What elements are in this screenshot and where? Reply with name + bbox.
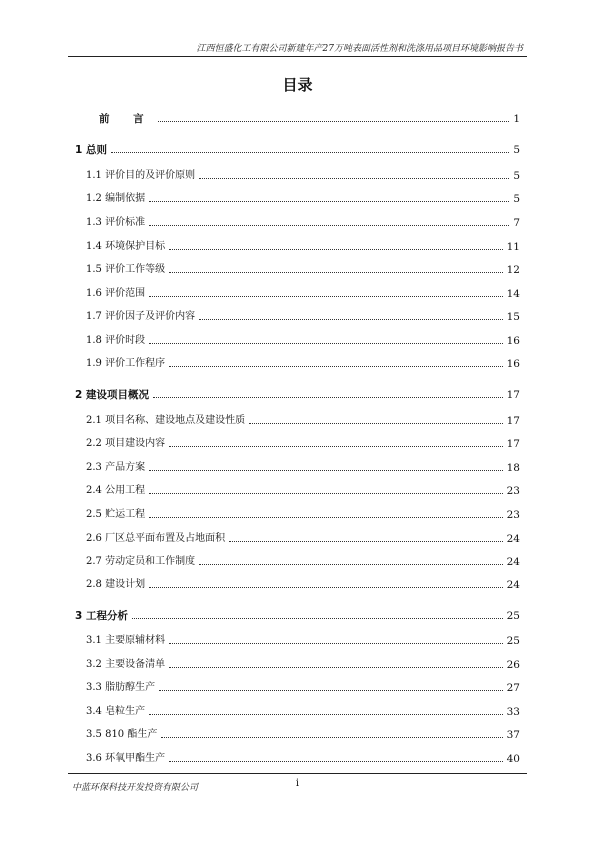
toc-entry-label: 3.3 脂肪醇生产	[86, 682, 156, 693]
toc-dot-leader	[169, 446, 503, 447]
toc-entry[interactable]	[75, 331, 520, 347]
toc-dot-leader	[149, 493, 503, 494]
toc-entry-label: 1.5 评价工作等级	[86, 264, 166, 275]
toc-entry-page: 14	[506, 288, 520, 300]
toc-entry-label: 2.7 劳动定员和工作制度	[86, 556, 196, 567]
toc-entry[interactable]	[75, 237, 520, 253]
toc-entry-label: 2.4 公用工程	[86, 485, 146, 496]
toc-entry-page: 18	[506, 462, 520, 474]
toc-entry[interactable]	[75, 140, 520, 156]
toc-dot-leader	[199, 319, 503, 320]
toc-entry[interactable]	[75, 606, 520, 622]
toc-entry-page: 40	[506, 753, 520, 765]
toc-entry-label: 前 言	[99, 113, 154, 125]
page-footer	[68, 773, 527, 796]
toc-entry[interactable]	[75, 307, 520, 323]
page-title: 目录	[282, 76, 313, 94]
toc-dot-leader	[169, 761, 503, 762]
toc-entry-page: 1	[513, 113, 520, 125]
footer-text: 中蓝环保科技开发投资有限公司	[72, 783, 199, 793]
header-text: 江西恒盛化工有限公司新建年产27万吨表面活性剂和洗涤用品项目环境影响报告书	[196, 44, 523, 54]
toc-entry-label: 1.3 评价标准	[86, 217, 146, 228]
toc-dot-leader	[169, 667, 503, 668]
toc-entry-page: 23	[506, 485, 520, 497]
toc-dot-leader	[249, 423, 503, 424]
toc-dot-leader	[149, 343, 503, 344]
toc-entry[interactable]	[75, 458, 520, 474]
toc-dot-leader	[159, 690, 503, 691]
toc-dot-leader	[161, 737, 502, 738]
toc-dot-leader	[149, 296, 503, 297]
toc-entry-page: 25	[506, 635, 520, 647]
toc-entry-page: 23	[506, 509, 520, 521]
toc-entry-page: 25	[506, 610, 520, 622]
toc-dot-leader	[199, 178, 509, 179]
toc-dot-leader	[149, 714, 503, 715]
toc-entry-label: 1.9 评价工作程序	[86, 358, 166, 369]
toc-entry-page: 17	[506, 438, 520, 450]
toc-entry-label: 3.2 主要设备清单	[86, 659, 166, 670]
toc-entry[interactable]	[75, 109, 520, 125]
toc-entry-label: 2.6 厂区总平面布置及占地面积	[86, 533, 226, 544]
toc-dot-leader	[158, 121, 510, 122]
toc-entry-label: 2.5 贮运工程	[86, 509, 146, 520]
page-number: i	[295, 778, 300, 789]
toc-dot-leader	[169, 249, 503, 250]
toc-entry-page: 24	[506, 579, 520, 591]
toc-entry-label: 1.1 评价目的及评价原则	[86, 170, 196, 181]
toc-dot-leader	[153, 397, 503, 398]
toc-dot-leader	[199, 564, 503, 565]
toc-entry-label: 1.6 评价范围	[86, 288, 146, 299]
toc-entry[interactable]	[75, 678, 520, 694]
toc-entry[interactable]	[75, 411, 520, 427]
toc-entry-label: 3.1 主要原辅材料	[86, 635, 166, 646]
page-header	[68, 36, 527, 57]
toc-entry[interactable]	[75, 725, 520, 741]
toc-entry-page: 33	[506, 706, 520, 718]
toc-entry-label: 1.2 编制依据	[86, 193, 146, 204]
toc-entry-label: 1.7 评价因子及评价内容	[86, 311, 196, 322]
toc-dot-leader	[229, 541, 503, 542]
toc-entry[interactable]	[75, 481, 520, 497]
toc-entry-page: 7	[513, 217, 520, 229]
toc-entry[interactable]	[75, 575, 520, 591]
toc-entry-page: 17	[506, 389, 520, 401]
toc-entry-label: 2.1 项目名称、建设地点及建设性质	[86, 415, 246, 426]
toc-entry-label: 1.8 评价时段	[86, 335, 146, 346]
toc-entry-page: 5	[513, 144, 520, 156]
toc-entry[interactable]	[75, 529, 520, 545]
toc-entry-page: 26	[506, 659, 520, 671]
toc-entry-label: 3.6 环氧甲酯生产	[86, 753, 166, 764]
toc-entry[interactable]	[75, 631, 520, 647]
toc-entry[interactable]	[75, 385, 520, 401]
toc-entry-page: 5	[513, 170, 520, 182]
toc-entry-page: 12	[506, 264, 520, 276]
toc-entry[interactable]	[75, 749, 520, 765]
toc-dot-leader	[149, 517, 503, 518]
toc-entry-page: 16	[506, 335, 520, 347]
toc-dot-leader	[149, 470, 503, 471]
toc-entry-page: 27	[506, 682, 520, 694]
toc-entry[interactable]	[75, 213, 520, 229]
toc-entry[interactable]	[75, 166, 520, 182]
toc-entry[interactable]	[75, 284, 520, 300]
toc-dot-leader	[149, 587, 503, 588]
toc-entry[interactable]	[75, 354, 520, 370]
toc-dot-leader	[149, 225, 509, 226]
toc-dot-leader	[111, 152, 509, 153]
toc-entry-label: 2.2 项目建设内容	[86, 438, 166, 449]
toc-dot-leader	[169, 272, 503, 273]
toc-entry-page: 24	[506, 533, 520, 545]
toc-entry[interactable]	[75, 260, 520, 276]
toc-entry-page: 11	[506, 241, 520, 253]
toc-entry-label: 2 建设项目概况	[75, 389, 149, 401]
toc-entry-page: 37	[506, 729, 520, 741]
toc-dot-leader	[132, 618, 503, 619]
toc-entry-label: 3.4 皂粒生产	[86, 706, 146, 717]
toc-dot-leader	[169, 643, 503, 644]
toc-entry[interactable]	[75, 189, 520, 205]
toc-entry-label: 3 工程分析	[75, 610, 128, 622]
toc-entry[interactable]	[75, 552, 520, 568]
toc-entry[interactable]	[75, 434, 520, 450]
toc-entry-label: 1.4 环境保护目标	[86, 241, 166, 252]
toc-entry-label: 2.3 产品方案	[86, 462, 146, 473]
toc-entry-page: 5	[513, 193, 520, 205]
toc-entry-page: 16	[506, 358, 520, 370]
toc-dot-leader	[169, 366, 503, 367]
toc-entry[interactable]	[75, 655, 520, 671]
toc-entry-page: 15	[506, 311, 520, 323]
toc-entry-label: 1 总则	[75, 144, 107, 156]
toc-dot-leader	[149, 201, 509, 202]
toc-entry-label: 2.8 建设计划	[86, 579, 146, 590]
toc-entry-page: 24	[506, 556, 520, 568]
toc-entry[interactable]	[75, 505, 520, 521]
toc-entry-label: 3.5 810 酯生产	[86, 729, 158, 740]
toc-entry[interactable]	[75, 702, 520, 718]
toc-entry-page: 17	[506, 415, 520, 427]
